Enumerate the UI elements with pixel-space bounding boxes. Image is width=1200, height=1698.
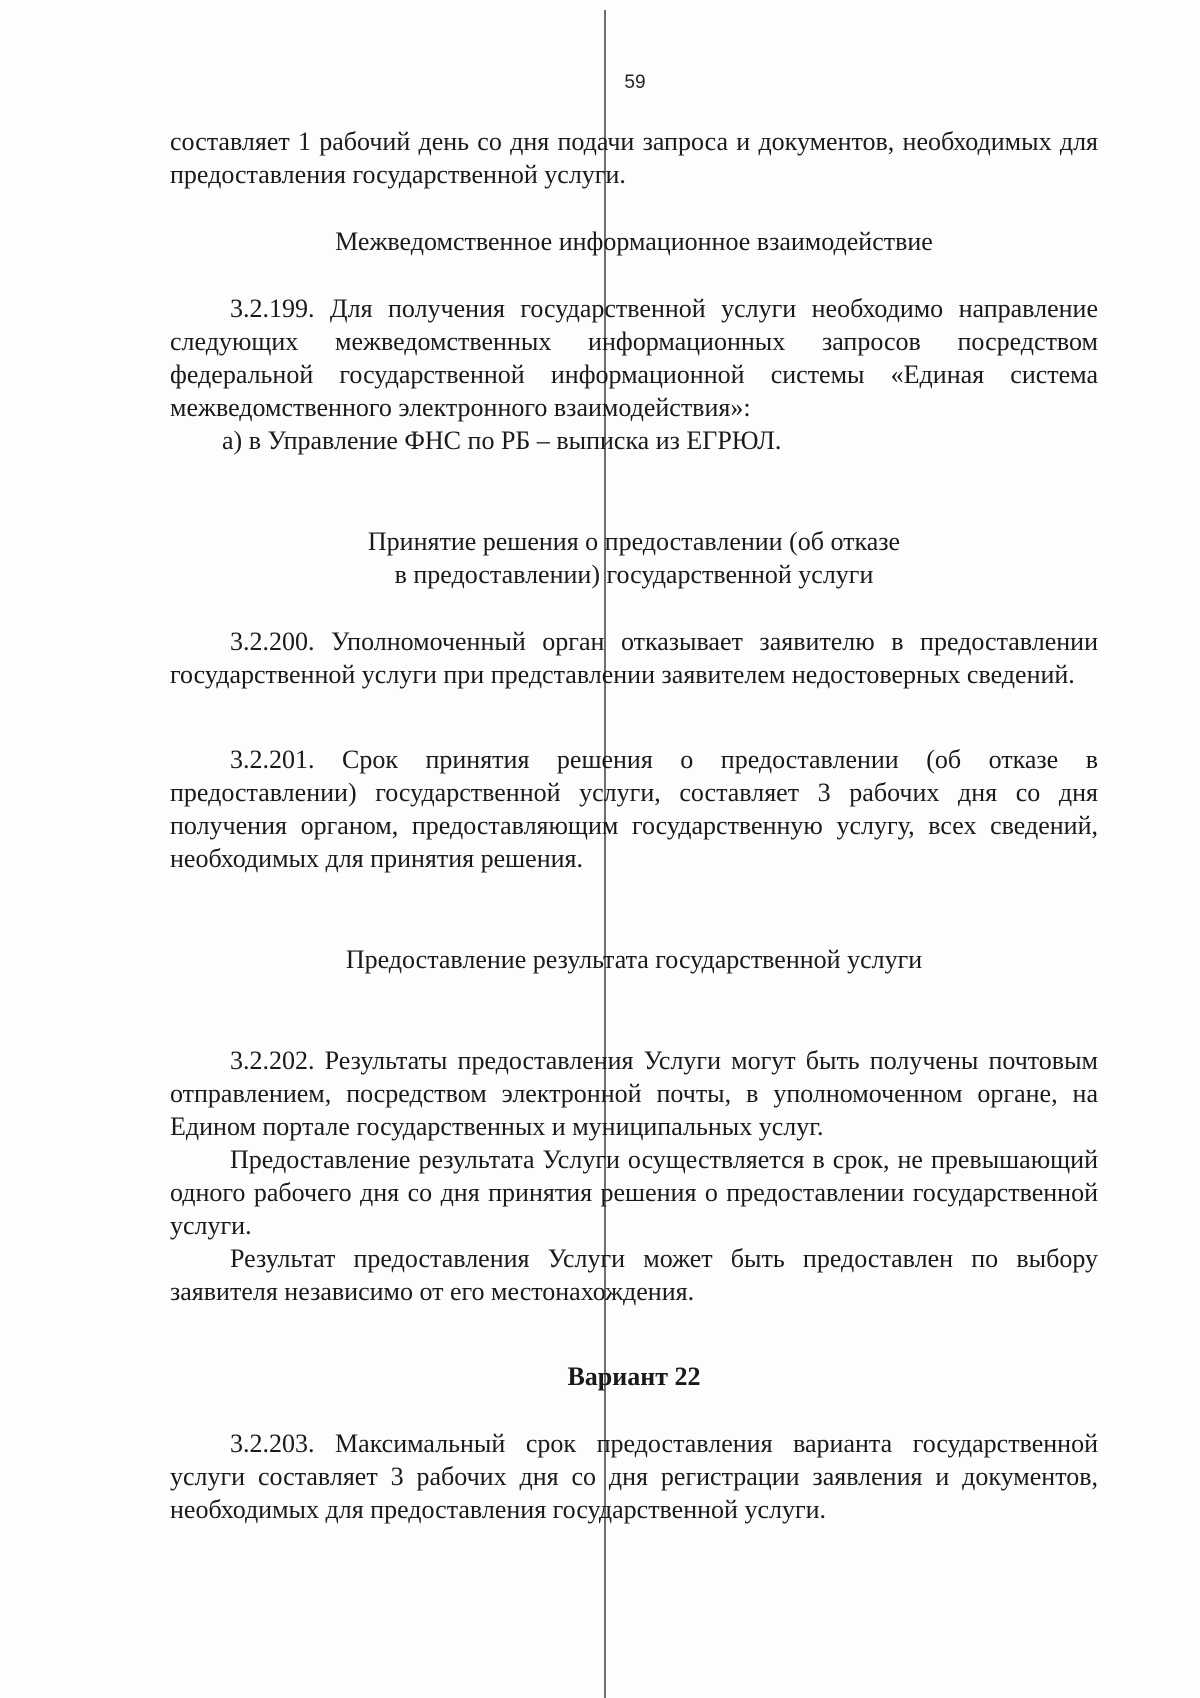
paragraph-continuation: составляет 1 рабочий день со дня подачи запроса и документов, необходимых для предоставления государственной услуги. <box>170 127 1098 189</box>
paragraph-3-2-200: 3.2.200. Уполномоченный орган отказывает заявителю в предоставлении государственной услуги при представлении заявителем недостоверных сведений. <box>170 627 1098 689</box>
paragraph-3-2-199: 3.2.199. Для получения государственной услуги необходимо направление следующих межведомственных информационных запросов посредством федеральной государственной информационной системы «Единая система межведомственного электронного взаимодействия»: <box>170 294 1098 422</box>
list-item-a: а) в Управление ФНС по РБ – выписка из ЕГРЮЛ. <box>222 426 782 455</box>
section-heading-decision-line2: в предоставлении) государственной услуги <box>394 560 874 589</box>
document-body <box>170 125 1098 1526</box>
paragraph-result-choice: Результат предоставления Услуги может быть предоставлен по выбору заявителя независимо от его местонахождения. <box>170 1244 1098 1306</box>
paragraph-3-2-203: 3.2.203. Максимальный срок предоставления варианта государственной услуги составляет 3 рабочих дня со дня регистрации заявления и документов, необходимых для предоставления государственной услуги. <box>170 1429 1098 1524</box>
paragraph-3-2-201: 3.2.201. Срок принятия решения о предоставлении (об отказе в предоставлении) государственной услуги, составляет 3 рабочих дня со дня получения органом, предоставляющим государственную услугу, всех сведений, необходимых для принятия решения. <box>170 745 1098 873</box>
page-number: 59 <box>624 72 646 93</box>
section-heading-variant-22: Вариант 22 <box>567 1362 701 1391</box>
section-heading-result: Предоставление результата государственной услуги <box>345 945 923 974</box>
paragraph-3-2-202: 3.2.202. Результаты предоставления Услуги могут быть получены почтовым отправлением, посредством электронной почты, в уполномоченном органе, на Едином портале государственных и муниципальных услуг. <box>170 1046 1098 1141</box>
section-heading-decision-line1: Принятие решения о предоставлении (об отказе <box>367 527 901 556</box>
paragraph-result-term: Предоставление результата Услуги осуществляется в срок, не превышающий одного рабочего дня со дня принятия решения о предоставлении государственной услуги. <box>170 1145 1098 1240</box>
section-heading-interagency: Межведомственное информационное взаимодействие <box>335 227 933 256</box>
